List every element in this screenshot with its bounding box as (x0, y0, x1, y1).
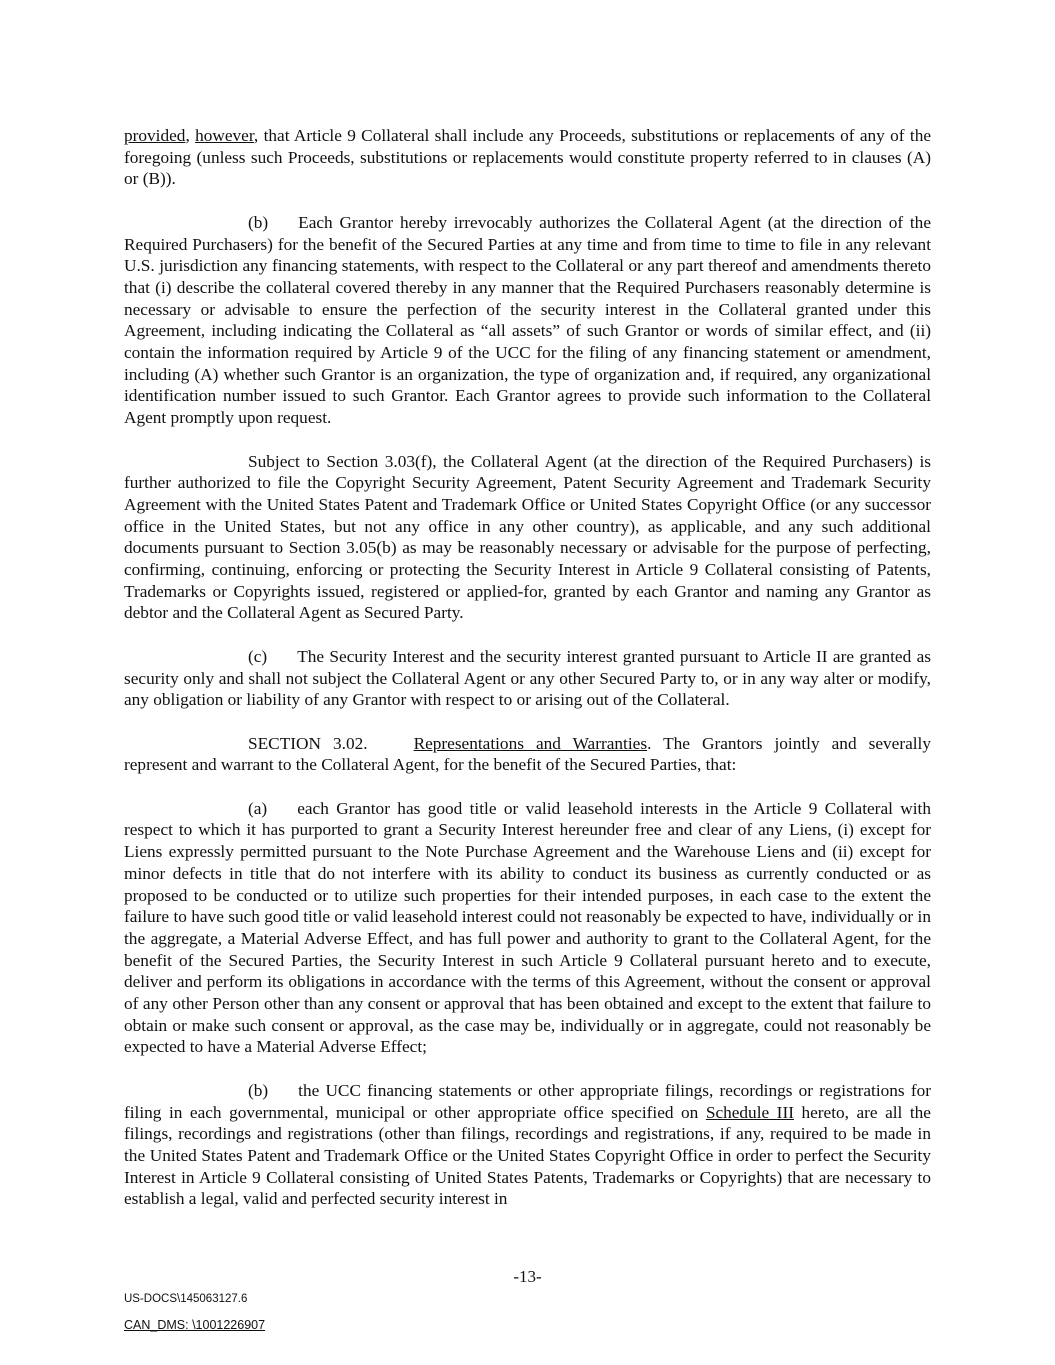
paragraph-text: Subject to Section 3.03(f), the Collateral Agent (at the direction of the Required Purchasers) is further authorized to file the Copyright Security Agreement, Patent Security Agreement and Trademark Security Agreement with the United States Patent and Trademark Office or United States Copyright Office (or any successor office in the United States, but not any office in any other country), as applicable, and any such additional documents pursuant to Section 3.05(b) as may be reasonably necessary or advisable for the purpose of perfecting, confirming, continuing, enforcing or protecting the Security Interest in Article 9 Collateral consisting of Patents, Trademarks or Copyrights issued, registered or applied-for, granted by each Grantor and naming any Grantor as debtor and the Collateral Agent as Secured Party. (124, 451, 931, 623)
paragraph-text: The Security Interest and the security interest granted pursuant to Article II are granted as security only and shall not subject the Collateral Agent or any other Secured Party to, or in any way alter or modify, any obligation or liability of any Grantor with respect to or arising out of the Collateral. (124, 646, 931, 710)
paragraph-text: each Grantor has good title or valid leasehold interests in the Article 9 Collateral with respect to which it has purported to grant a Security Interest hereunder free and clear of any Liens, (i) except for Liens expressly permitted pursuant to the Note Purchase Agreement and the Warehouse Liens and (ii) except for minor defects in title that do not interfere with its ability to conduct its business as currently conducted or as proposed to be conducted or to utilize such properties for their intended purposes, in each case to the extent the failure to have such good title or valid leasehold interest could not reasonably be expected to have, individually or in the aggregate, a Material Adverse Effect, and has full power and authority to grant to the Collateral Agent, for the benefit of the Secured Parties, the Security Interest in such Article 9 Collateral pursuant hereto and to execute, deliver and perform its obligations in accordance with the terms of this Agreement, without the consent or approval of any other Person other than any consent or approval that has been obtained and except to the extent that failure to obtain or make such consent or approval, as the case may be, individually or in aggregate, could not reasonably be expected to have a Material Adverse Effect; (124, 798, 931, 1057)
section-heading: Representations and Warranties (413, 733, 648, 753)
paragraph-3-02-b (124, 1080, 931, 1210)
paragraph-text: , that Article 9 Collateral shall include any Proceeds, substitutions or replacements of any of the foregoing (unless such Proceeds, substitutions or replacements would constitute property referred to in clauses (A) or (B)). (124, 126, 932, 189)
paragraph-text: the UCC financing statements or other appropriate filings, recordings or registrations for filing in each governmental, municipal or other appropriate office specified on (124, 1080, 931, 1122)
paragraph-3-01-b (124, 212, 931, 429)
clause-label: (b) (248, 212, 269, 232)
schedule-reference: Schedule III (705, 1102, 794, 1122)
paragraph-3-02-a (124, 798, 931, 1058)
paragraph-text: Each Grantor hereby irrevocably authorizes the Collateral Agent (at the direction of the Required Purchasers) for the benefit of the Secured Parties at any time and from time to time to file in any relevant U.S. jurisdiction any financing statements, with respect to the Collateral or any part thereof and amendments thereto that (i) describe the collateral covered thereby in any manner that the Required Purchasers reasonably determine is necessary or advisable to ensure the perfection of the security interest in the Collateral granted under this Agreement, including indicating the Collateral as “all assets” of such Grantor or words of similar effect, and (ii) contain the information required by Article 9 of the UCC for the filing of any financing statement or amendment, including (A) whether such Grantor is an organization, the type of organization and, if required, any organizational identification number issued to such Grantor. Each Grantor agrees to provide such information to the Collateral Agent promptly upon request. (124, 212, 931, 428)
document-id: US-DOCS\145063127.6 (124, 1293, 248, 1305)
clause-label: (c) (248, 646, 268, 666)
document-body (124, 125, 931, 1232)
paragraph-3-01-c (124, 646, 931, 711)
section-3-02 (124, 733, 931, 776)
term-provided: provided (124, 126, 186, 145)
clause-label: (b) (248, 1080, 269, 1100)
section-number: SECTION 3.02. (248, 733, 368, 753)
paragraph-text: . The Grantors jointly and severally represent and warrant to the Collateral Agent, for the benefit of the Secured Parties, that: (124, 733, 931, 775)
clause-label: (a) (248, 798, 268, 818)
page-number: -13- (513, 1267, 542, 1286)
paragraph-text-continued: hereto, are all the filings, recordings and registrations (other than filings, recordings and registrations, if any, required to be made in the United States Patent and Trademark Office or the United States Copyright Office in order to perfect the Security Interest in Article 9 Collateral consisting of United States Patents, Trademarks or Copyrights) that are necessary to establish a legal, valid and perfected security interest in (124, 1102, 931, 1209)
paragraph-proviso: provided, however, that Article 9 Collateral shall include any Proceeds, substitutions or replacements of any of the foregoing (unless such Proceeds, substitutions or replacements would constitute property referred to in clauses (A) or (B)). (124, 126, 932, 189)
term-however: however (195, 126, 254, 145)
dms-id: CAN_DMS: \1001226907 (124, 1318, 266, 1332)
paragraph-subject-to (124, 451, 931, 625)
